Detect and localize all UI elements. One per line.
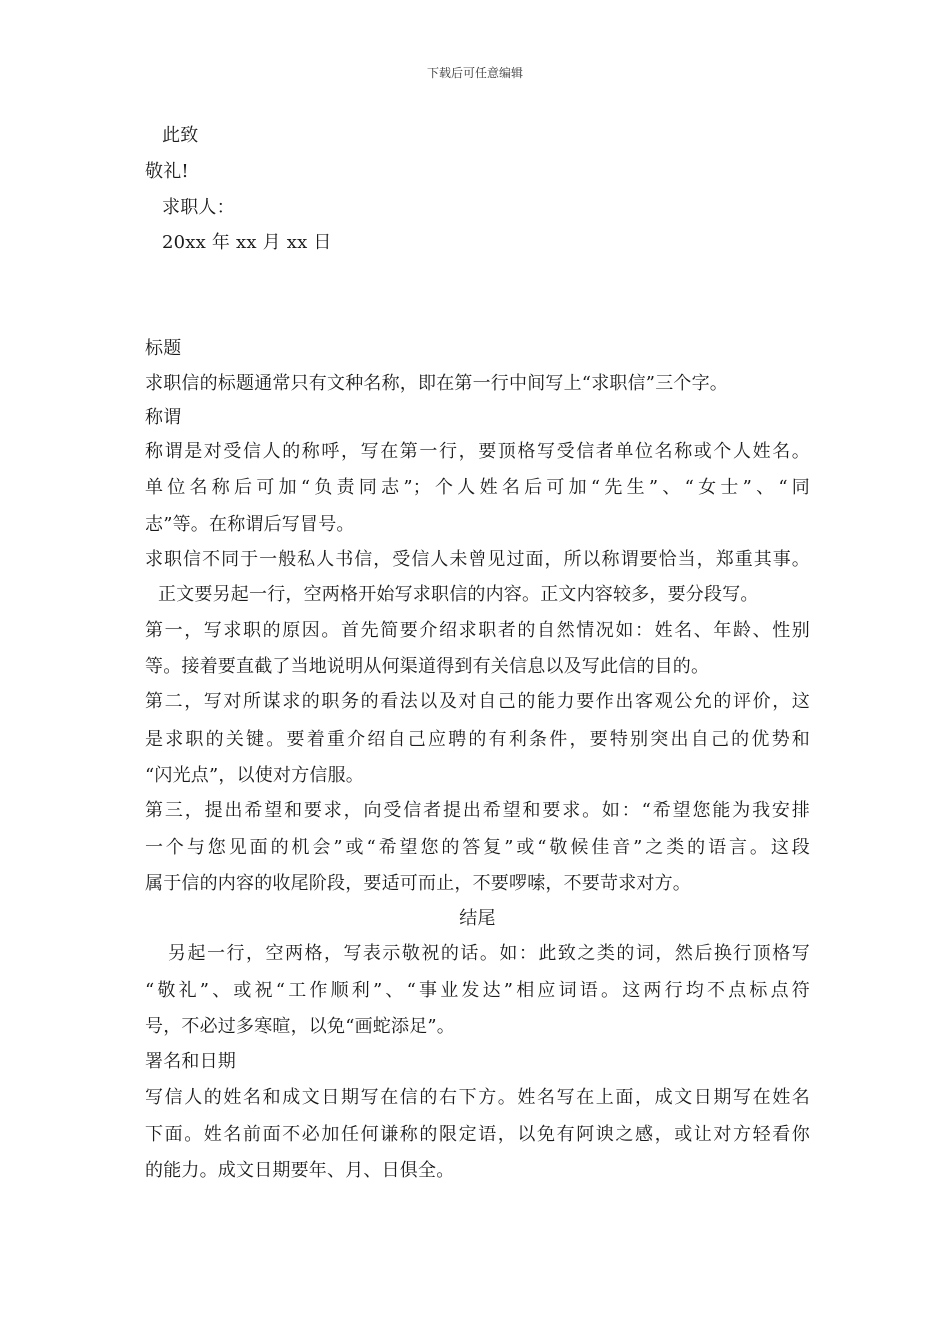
paragraph-line: 是求职的关键。要着重介绍自己应聘的有利条件，要特别突出自己的优势和 — [145, 729, 810, 750]
paragraph-line: 一个与您见面的机会”或“希望您的答复”或“敬候佳音”之类的语言。这段 — [145, 837, 810, 858]
paragraph-line: 属于信的内容的收尾阶段，要适可而止，不要啰嗦，不要苛求对方。 — [145, 873, 691, 894]
paragraph-line: 的能力。成文日期要年、月、日俱全。 — [145, 1160, 455, 1181]
closing-jing-li: 敬礼! — [145, 161, 189, 182]
paragraph-line: 写信人的姓名和成文日期写在信的右下方。姓名写在上面，成文日期写在姓名 — [145, 1087, 810, 1108]
paragraph-line: 求职信的标题通常只有文种名称，即在第一行中间写上“求职信”三个字。 — [145, 373, 729, 394]
paragraph-line: “闪光点”，以使对方信服。 — [145, 765, 365, 786]
section-heading-salutation: 称谓 — [145, 407, 182, 428]
paragraph-line: 等。接着要直截了当地说明从何渠道得到有关信息以及写此信的目的。 — [145, 656, 710, 677]
paragraph-line: 志”等。在称谓后写冒号。 — [145, 514, 355, 535]
paragraph-line: 正文要另起一行，空两格开始写求职信的内容。正文内容较多，要分段写。 — [158, 584, 759, 605]
closing-ci-zhi: 此致 — [162, 125, 199, 146]
paragraph-line: 求职信不同于一般私人书信，受信人未曾见过面，所以称谓要恰当，郑重其事。 — [145, 549, 810, 570]
section-heading-title: 标题 — [145, 338, 182, 359]
paragraph-line: 另起一行，空两格，写表示敬祝的话。如：此致之类的词，然后换行顶格写 — [168, 943, 810, 964]
paragraph-line: 下面。姓名前面不必加任何谦称的限定语，以免有阿谀之感，或让对方轻看你 — [145, 1124, 810, 1145]
paragraph-line: 第一，写求职的原因。首先简要介绍求职者的自然情况如：姓名、年龄、性别 — [145, 620, 810, 641]
paragraph-line: 号，不必过多寒暄，以免“画蛇添足”。 — [145, 1016, 456, 1037]
paragraph-line: “敬礼”、或祝“工作顺利”、“事业发达”相应词语。这两行均不点标点符 — [145, 980, 810, 1001]
paragraph-line: 第三，提出希望和要求，向受信者提出希望和要求。如：“希望您能为我安排 — [145, 800, 810, 821]
applicant-label: 求职人： — [162, 197, 235, 218]
paragraph-line: 单位名称后可加“负责同志”；个人姓名后可加“先生”、“女士”、“同 — [145, 477, 810, 498]
section-heading-signature-date: 署名和日期 — [145, 1051, 236, 1072]
letter-date: 20xx 年 xx 月 xx 日 — [162, 232, 332, 253]
page-header: 下载后可任意编辑 — [426, 66, 523, 80]
section-heading-ending: 结尾 — [459, 908, 496, 929]
paragraph-line: 称谓是对受信人的称呼，写在第一行，要顶格写受信者单位名称或个人姓名。 — [145, 441, 810, 462]
paragraph-line: 第二，写对所谋求的职务的看法以及对自己的能力要作出客观公允的评价，这 — [145, 691, 810, 712]
